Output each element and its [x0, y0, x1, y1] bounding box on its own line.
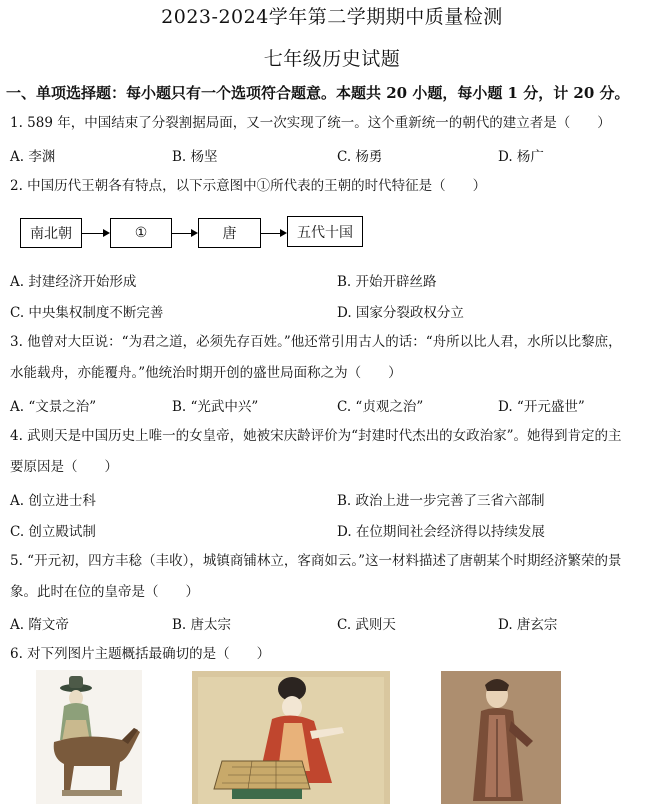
question-3-option-b: B. “光武中兴” [172, 399, 259, 415]
question-4-option-c: C. 创立殿试制 [10, 524, 96, 540]
question-3-stem-line-2: 水能载舟，亦能覆舟。”他统治时期开创的盛世局面称之为（ ） [10, 365, 402, 381]
question-1-option-b: B. 杨坚 [172, 149, 218, 165]
question-3-option-d: D. “开元盛世” [498, 399, 585, 415]
exam-subtitle: 七年级历史试题 [263, 48, 401, 70]
flow-box-1-blank: ① [110, 218, 172, 248]
tang-mural-figure-image [441, 671, 561, 804]
section-heading: 一、单项选择题：每小题只有一个选项符合题意。本题共 20 小题，每小题 1 分，计 20 分。 [6, 84, 630, 102]
question-4-stem-line-1: 4. 武则天是中国历史上唯一的女皇帝，她被宋庆龄评价为“封建时代杰出的女政治家”。她得到肯定的主 [10, 428, 622, 444]
question-1-option-c: C. 杨勇 [337, 149, 383, 165]
flow-arrow-2 [172, 233, 192, 234]
question-3-option-a: A. “文景之治” [10, 399, 97, 415]
question-4-stem-line-2: 要原因是（ ） [10, 459, 118, 475]
flow-arrowhead-2 [191, 229, 198, 237]
question-6-stem: 6. 对下列图片主题概括最确切的是（ ） [10, 646, 271, 662]
flow-arrowhead-3 [280, 229, 287, 237]
question-1-option-a: A. 李渊 [10, 149, 56, 165]
question-2-option-a: A. 封建经济开始形成 [10, 274, 137, 290]
exam-title: 2023-2024学年第二学期期中质量检测 [161, 6, 503, 28]
question-2-option-d: D. 国家分裂政权分立 [337, 305, 464, 321]
question-1-stem: 1. 589 年，中国结束了分裂割据局面，又一次实现了统一。这个重新统一的朝代的建立者是（ ） [10, 115, 611, 131]
question-5-option-b: B. 唐太宗 [172, 617, 232, 633]
question-5-stem-line-2: 象。此时在位的皇帝是（ ） [10, 584, 199, 600]
question-3-stem-line-1: 3. 他曾对大臣说：“为君之道，必须先存百姓。”他还常引用古人的话：“舟所以比人君，水所以比黎庶， [10, 334, 622, 350]
question-5-stem-line-1: 5. “开元初，四方丰稔（丰收），城镇商铺林立，客商如云。”这一材料描述了唐朝某个时期经济繁荣的景 [10, 553, 622, 569]
question-2-option-b: B. 开始开辟丝路 [337, 274, 437, 290]
question-5-option-a: A. 隋文帝 [10, 617, 69, 633]
question-2-option-c: C. 中央集权制度不断完善 [10, 305, 164, 321]
question-2-stem: 2. 中国历代王朝各有特点，以下示意图中①所代表的王朝的时代特征是（ ） [10, 178, 487, 194]
flow-box-wudaishiguo: 五代十国 [287, 216, 363, 247]
question-5-option-c: C. 武则天 [337, 617, 396, 633]
question-4-option-b: B. 政治上进一步完善了三省六部制 [337, 493, 545, 509]
tang-court-lady-playing-go-image [192, 671, 390, 804]
flow-box-nanbeichao: 南北朝 [20, 218, 82, 248]
question-3-option-c: C. “贞观之治” [337, 399, 424, 415]
flow-arrow-3 [261, 233, 281, 234]
flow-arrow-1 [82, 233, 104, 234]
question-4-option-d: D. 在位期间社会经济得以持续发展 [337, 524, 545, 540]
question-5-option-d: D. 唐玄宗 [498, 617, 558, 633]
question-1-option-d: D. 杨广 [498, 149, 544, 165]
question-4-option-a: A. 创立进士科 [10, 493, 96, 509]
tang-horse-rider-figurine-image [36, 670, 142, 804]
flow-box-tang: 唐 [198, 218, 261, 248]
flow-arrowhead-1 [103, 229, 110, 237]
